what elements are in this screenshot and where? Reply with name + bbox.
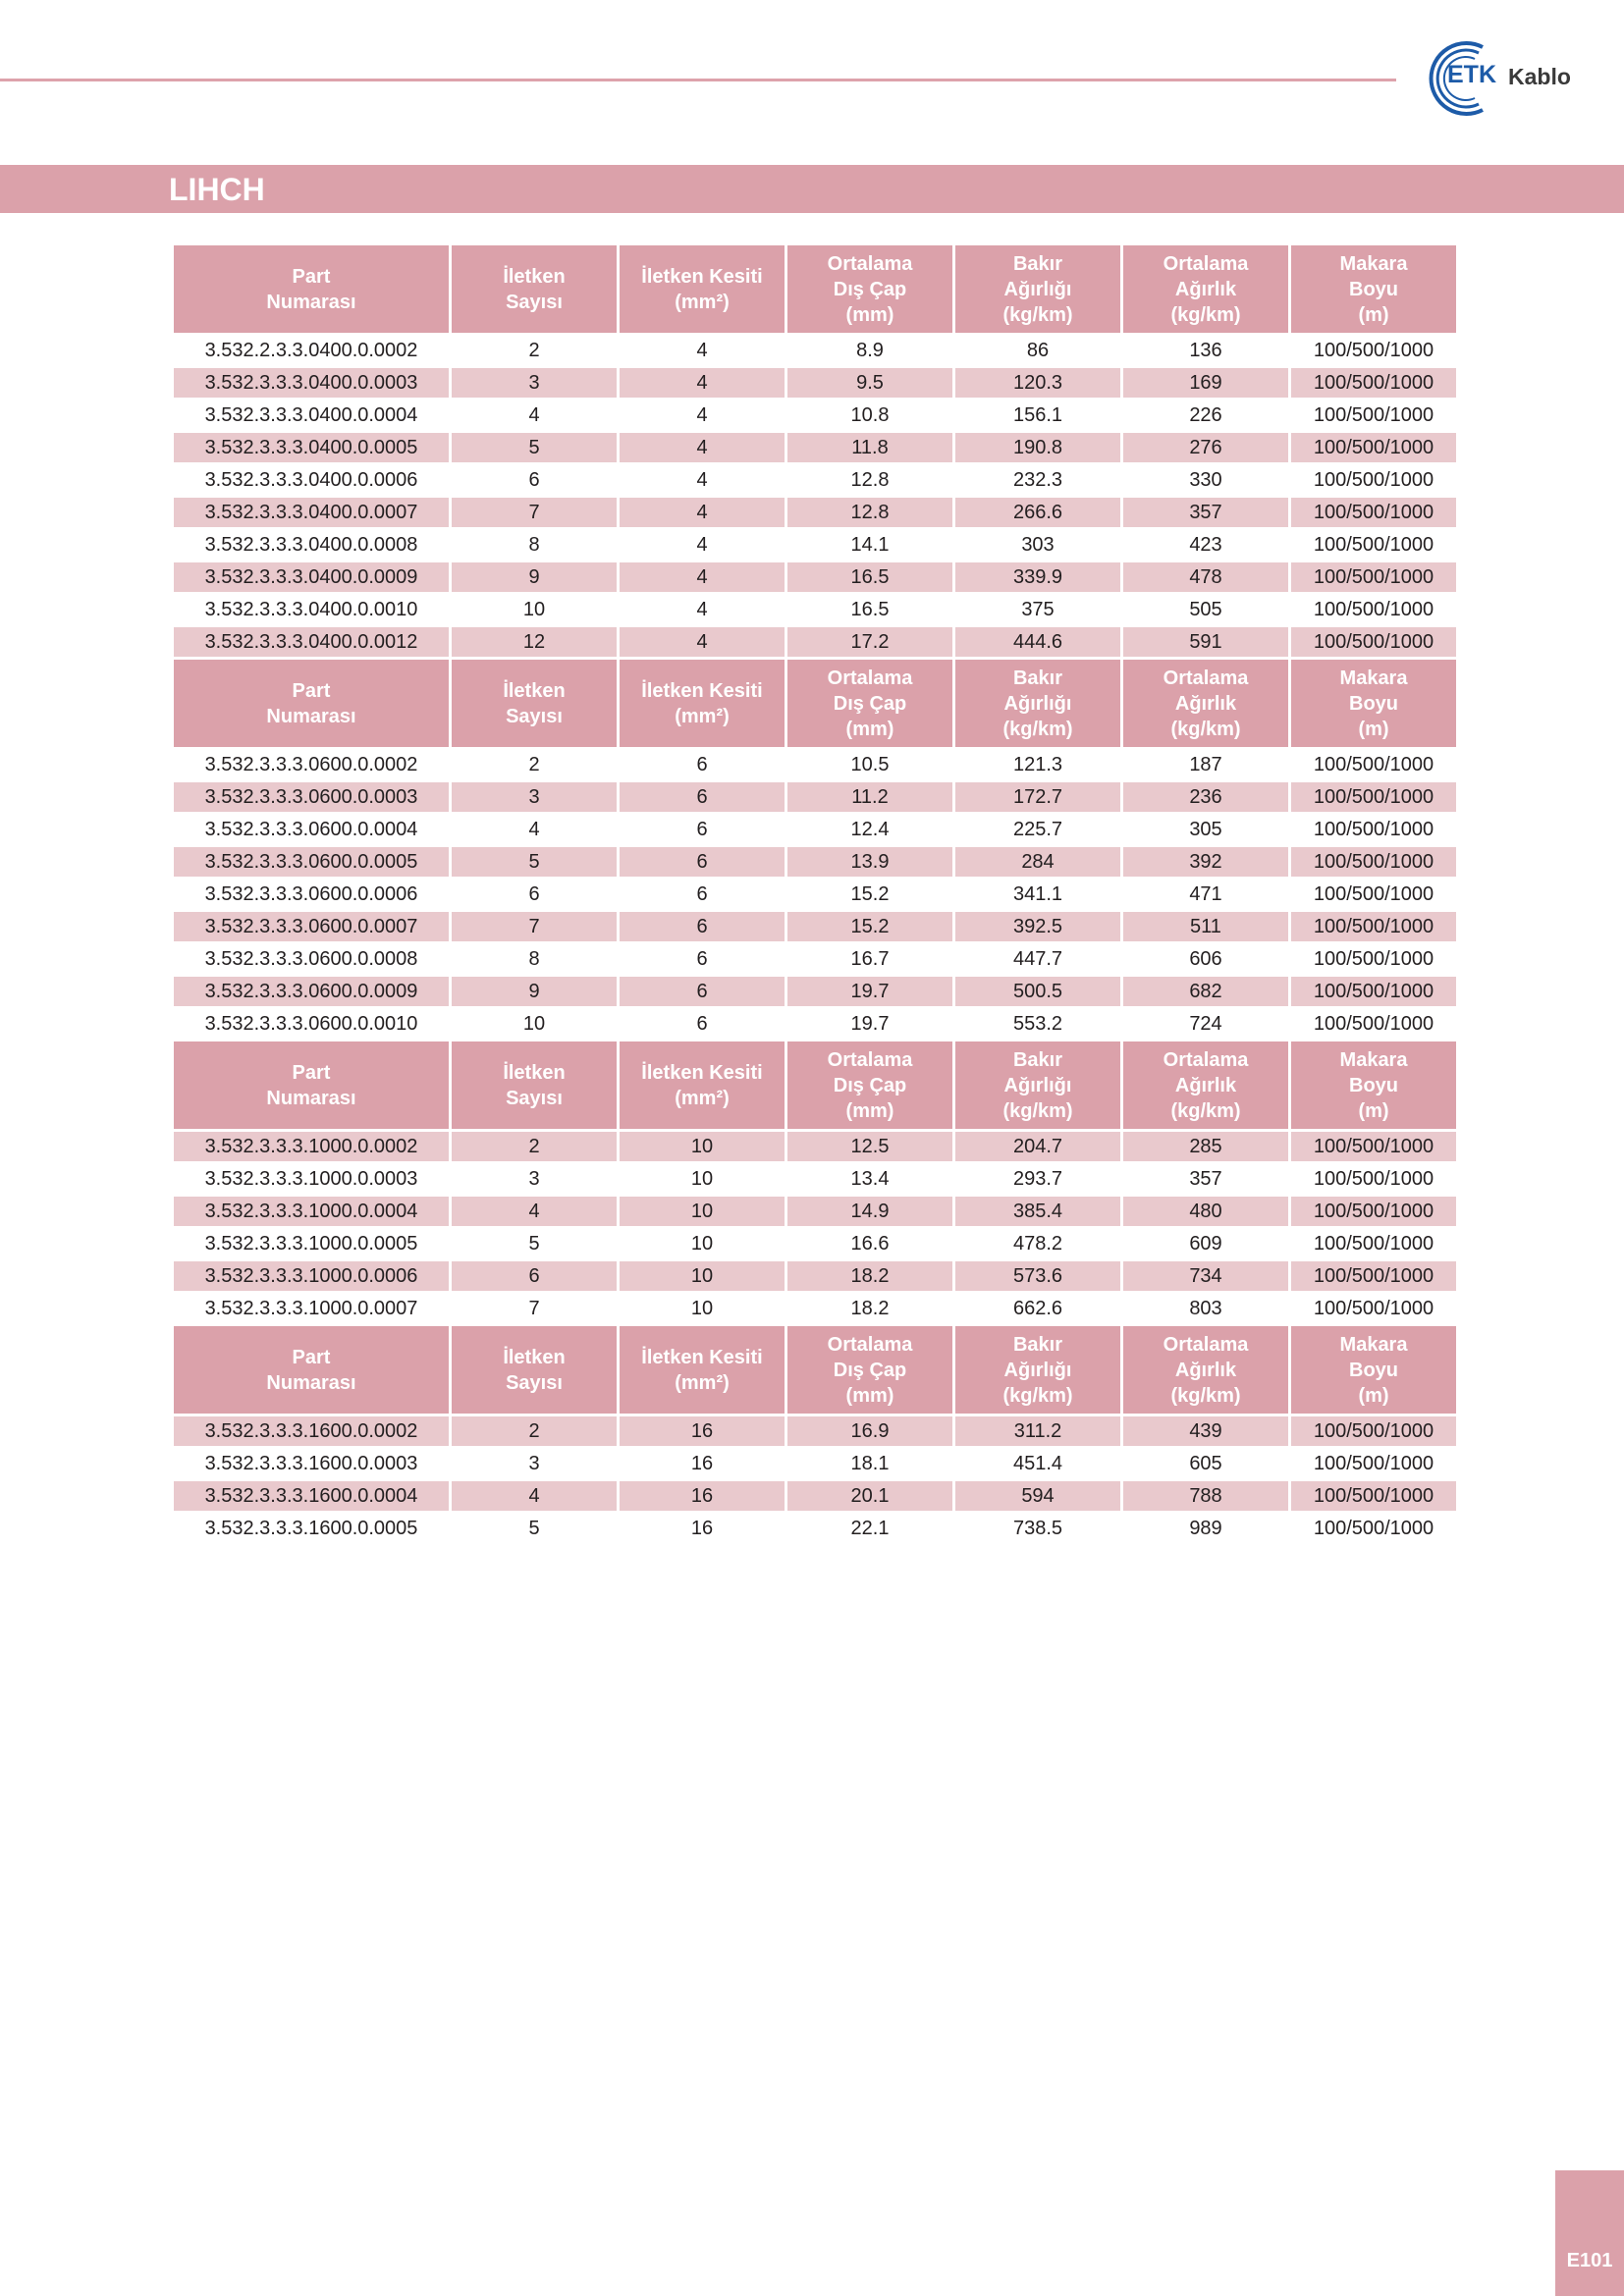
table-cell: 3.532.3.3.3.1600.0.0005 [174,1514,449,1543]
table-cell: 100/500/1000 [1291,368,1456,398]
table-cell: 339.9 [955,562,1120,592]
table-cell: 9.5 [787,368,952,398]
table-cell: 12.4 [787,815,952,844]
table-cell: 4 [620,368,785,398]
column-header: İletken Sayısı [452,660,617,747]
table-row [174,1514,1456,1543]
table-cell: 11.2 [787,782,952,812]
table-cell: 3.532.3.3.3.0400.0.0004 [174,400,449,430]
table-cell: 573.6 [955,1261,1120,1291]
column-header: İletken Kesiti (mm²) [620,1326,785,1414]
table-cell: 9 [452,562,617,592]
table-cell: 606 [1123,944,1288,974]
table-cell: 6 [452,1261,617,1291]
table-cell: 734 [1123,1261,1288,1291]
table-cell: 330 [1123,465,1288,495]
table-row [174,336,1456,365]
table-cell: 100/500/1000 [1291,1416,1456,1446]
table-cell: 19.7 [787,977,952,1006]
table-cell: 13.4 [787,1164,952,1194]
table-cell: 100/500/1000 [1291,595,1456,624]
logo-text-etk: ETK [1447,61,1496,88]
table-cell: 500.5 [955,977,1120,1006]
column-header: Bakır Ağırlığı (kg/km) [955,1041,1120,1129]
table-cell: 375 [955,595,1120,624]
table-cell: 10 [620,1294,785,1323]
table-cell: 423 [1123,530,1288,560]
table-cell: 311.2 [955,1416,1120,1446]
table-cell: 478.2 [955,1229,1120,1258]
table-row [174,595,1456,624]
table-cell: 100/500/1000 [1291,562,1456,592]
table-cell: 100/500/1000 [1291,336,1456,365]
column-header: Ortalama Dış Çap (mm) [787,1041,952,1129]
table-cell: 3 [452,1164,617,1194]
table-cell: 357 [1123,498,1288,527]
table-cell: 100/500/1000 [1291,782,1456,812]
table-cell: 392 [1123,847,1288,877]
table-row [174,977,1456,1006]
column-header: Makara Boyu (m) [1291,1326,1456,1414]
table-cell: 6 [620,750,785,779]
table-row [174,847,1456,877]
table-cell: 3.532.3.3.3.0400.0.0012 [174,627,449,657]
table-cell: 3.532.3.3.3.0600.0.0003 [174,782,449,812]
table-cell: 14.9 [787,1197,952,1226]
table-cell: 16 [620,1514,785,1543]
table-cell: 204.7 [955,1132,1120,1161]
table-cell: 480 [1123,1197,1288,1226]
table-cell: 3.532.3.3.3.0400.0.0005 [174,433,449,462]
table-cell: 3.532.3.3.3.0400.0.0003 [174,368,449,398]
table-cell: 2 [452,1132,617,1161]
table-cell: 6 [620,944,785,974]
table-cell: 17.2 [787,627,952,657]
table-row [174,530,1456,560]
table-row [174,433,1456,462]
table-cell: 7 [452,498,617,527]
table-row [174,782,1456,812]
table-cell: 4 [452,815,617,844]
table-cell: 2 [452,1416,617,1446]
table-cell: 8.9 [787,336,952,365]
table-cell: 12 [452,627,617,657]
table-cell: 226 [1123,400,1288,430]
column-header: Bakır Ağırlığı (kg/km) [955,660,1120,747]
table-cell: 3.532.2.3.3.0400.0.0002 [174,336,449,365]
table-cell: 3.532.3.3.3.1000.0.0006 [174,1261,449,1291]
table-cell: 12.8 [787,465,952,495]
table-cell: 4 [452,1197,617,1226]
table-cell: 172.7 [955,782,1120,812]
column-header: Part Numarası [174,245,449,333]
table-cell: 4 [620,465,785,495]
table-cell: 190.8 [955,433,1120,462]
column-header: Ortalama Ağırlık (kg/km) [1123,660,1288,747]
table-row [174,1132,1456,1161]
table-header-row [174,1041,1456,1129]
column-header: Makara Boyu (m) [1291,245,1456,333]
table-cell: 9 [452,977,617,1006]
table-row [174,465,1456,495]
table-cell: 6 [620,977,785,1006]
table-cell: 3.532.3.3.3.0600.0.0009 [174,977,449,1006]
table-cell: 16.5 [787,595,952,624]
table-cell: 20.1 [787,1481,952,1511]
table-cell: 12.5 [787,1132,952,1161]
table-cell: 6 [452,880,617,909]
table-cell: 15.2 [787,912,952,941]
table-row [174,1229,1456,1258]
table-cell: 511 [1123,912,1288,941]
table-cell: 10 [620,1164,785,1194]
column-header: Makara Boyu (m) [1291,1041,1456,1129]
table-cell: 3.532.3.3.3.1600.0.0004 [174,1481,449,1511]
table-cell: 12.8 [787,498,952,527]
table-cell: 3.532.3.3.3.0400.0.0008 [174,530,449,560]
table-cell: 471 [1123,880,1288,909]
table-cell: 505 [1123,595,1288,624]
table-cell: 276 [1123,433,1288,462]
table-cell: 100/500/1000 [1291,1481,1456,1511]
table-cell: 121.3 [955,750,1120,779]
table-header-row [174,245,1456,333]
table-cell: 100/500/1000 [1291,400,1456,430]
table-cell: 4 [620,336,785,365]
table-cell: 10 [452,595,617,624]
table-cell: 3 [452,1449,617,1478]
table-cell: 609 [1123,1229,1288,1258]
table-cell: 16.9 [787,1416,952,1446]
table-cell: 136 [1123,336,1288,365]
table-row [174,1009,1456,1039]
table-cell: 16 [620,1481,785,1511]
column-header: İletken Sayısı [452,1326,617,1414]
table-cell: 100/500/1000 [1291,530,1456,560]
table-cell: 478 [1123,562,1288,592]
table-cell: 439 [1123,1416,1288,1446]
table-cell: 4 [452,1481,617,1511]
table-cell: 392.5 [955,912,1120,941]
table-cell: 4 [620,627,785,657]
table-cell: 3.532.3.3.3.1000.0.0007 [174,1294,449,1323]
table-cell: 100/500/1000 [1291,1261,1456,1291]
column-header: Bakır Ağırlığı (kg/km) [955,245,1120,333]
table-cell: 4 [620,433,785,462]
table-cell: 10 [620,1229,785,1258]
table-cell: 10 [620,1197,785,1226]
table-cell: 4 [620,530,785,560]
table-row [174,1449,1456,1478]
table-cell: 10.8 [787,400,952,430]
column-header: İletken Sayısı [452,1041,617,1129]
table-cell: 305 [1123,815,1288,844]
table-cell: 18.2 [787,1294,952,1323]
table-cell: 100/500/1000 [1291,977,1456,1006]
table-cell: 236 [1123,782,1288,812]
table-row [174,1416,1456,1446]
table-cell: 6 [452,465,617,495]
table-cell: 4 [452,400,617,430]
column-header: Part Numarası [174,660,449,747]
table-cell: 16 [620,1449,785,1478]
table-cell: 16.6 [787,1229,952,1258]
table-cell: 120.3 [955,368,1120,398]
table-cell: 605 [1123,1449,1288,1478]
table-cell: 285 [1123,1132,1288,1161]
table-cell: 303 [955,530,1120,560]
column-header: İletken Sayısı [452,245,617,333]
table-cell: 4 [620,498,785,527]
table-cell: 100/500/1000 [1291,1514,1456,1543]
table-row [174,562,1456,592]
table-cell: 266.6 [955,498,1120,527]
table-cell: 2 [452,750,617,779]
table-cell: 5 [452,1229,617,1258]
table-cell: 3.532.3.3.3.0600.0.0005 [174,847,449,877]
table-cell: 225.7 [955,815,1120,844]
table-cell: 385.4 [955,1197,1120,1226]
table-cell: 100/500/1000 [1291,880,1456,909]
header-rule [0,79,1396,81]
table-cell: 662.6 [955,1294,1120,1323]
table-cell: 7 [452,1294,617,1323]
table-cell: 15.2 [787,880,952,909]
table-cell: 100/500/1000 [1291,912,1456,941]
table-cell: 341.1 [955,880,1120,909]
table-cell: 16 [620,1416,785,1446]
table-cell: 100/500/1000 [1291,1294,1456,1323]
column-header: Ortalama Dış Çap (mm) [787,245,952,333]
table-cell: 100/500/1000 [1291,1197,1456,1226]
table-cell: 4 [620,595,785,624]
table-cell: 5 [452,1514,617,1543]
table-cell: 3.532.3.3.3.0600.0.0004 [174,815,449,844]
table-cell: 3.532.3.3.3.1000.0.0002 [174,1132,449,1161]
table-cell: 989 [1123,1514,1288,1543]
cable-spec-table-body [174,245,1456,1543]
table-cell: 5 [452,433,617,462]
table-cell: 10.5 [787,750,952,779]
column-header: İletken Kesiti (mm²) [620,1041,785,1129]
table-row [174,1294,1456,1323]
column-header: Part Numarası [174,1041,449,1129]
table-cell: 86 [955,336,1120,365]
table-cell: 7 [452,912,617,941]
table-cell: 10 [620,1132,785,1161]
table-row [174,1261,1456,1291]
table-row [174,1164,1456,1194]
column-header: Part Numarası [174,1326,449,1414]
table-cell: 6 [620,880,785,909]
column-header: Makara Boyu (m) [1291,660,1456,747]
column-header: Ortalama Dış Çap (mm) [787,1326,952,1414]
table-cell: 8 [452,944,617,974]
table-cell: 6 [620,1009,785,1039]
table-row [174,1197,1456,1226]
table-cell: 5 [452,847,617,877]
table-cell: 100/500/1000 [1291,465,1456,495]
table-cell: 3.532.3.3.3.0600.0.0010 [174,1009,449,1039]
table-row [174,912,1456,941]
table-cell: 8 [452,530,617,560]
table-cell: 6 [620,782,785,812]
table-cell: 2 [452,336,617,365]
table-cell: 451.4 [955,1449,1120,1478]
table-header-row [174,1326,1456,1414]
table-cell: 293.7 [955,1164,1120,1194]
table-cell: 3.532.3.3.3.1600.0.0003 [174,1449,449,1478]
table-cell: 100/500/1000 [1291,433,1456,462]
column-header: Ortalama Ağırlık (kg/km) [1123,1326,1288,1414]
table-cell: 169 [1123,368,1288,398]
table-cell: 6 [620,912,785,941]
column-header: Ortalama Ağırlık (kg/km) [1123,245,1288,333]
table-cell: 100/500/1000 [1291,627,1456,657]
table-row [174,815,1456,844]
page-number-tab [1555,2170,1624,2296]
table-cell: 13.9 [787,847,952,877]
table-cell: 100/500/1000 [1291,1164,1456,1194]
table-cell: 3.532.3.3.3.0600.0.0006 [174,880,449,909]
table-cell: 100/500/1000 [1291,750,1456,779]
table-cell: 100/500/1000 [1291,498,1456,527]
table-cell: 3.532.3.3.3.0400.0.0006 [174,465,449,495]
page-number: E101 [1566,2250,1613,2271]
table-cell: 6 [620,815,785,844]
table-cell: 100/500/1000 [1291,1132,1456,1161]
table-cell: 3.532.3.3.3.0600.0.0007 [174,912,449,941]
table-cell: 357 [1123,1164,1288,1194]
table-cell: 4 [620,562,785,592]
table-cell: 10 [620,1261,785,1291]
table-cell: 3 [452,368,617,398]
table-cell: 16.5 [787,562,952,592]
table-cell: 100/500/1000 [1291,1009,1456,1039]
table-cell: 156.1 [955,400,1120,430]
table-cell: 591 [1123,627,1288,657]
table-cell: 100/500/1000 [1291,1449,1456,1478]
table-cell: 4 [620,400,785,430]
table-cell: 3 [452,782,617,812]
table-cell: 14.1 [787,530,952,560]
table-cell: 232.3 [955,465,1120,495]
table-cell: 18.1 [787,1449,952,1478]
table-cell: 3.532.3.3.3.1000.0.0004 [174,1197,449,1226]
logo-text-kablo: Kablo [1508,64,1571,89]
table-cell: 3.532.3.3.3.1000.0.0003 [174,1164,449,1194]
table-cell: 803 [1123,1294,1288,1323]
table-cell: 19.7 [787,1009,952,1039]
table-row [174,498,1456,527]
cable-spec-table [171,242,1459,1546]
table-row [174,1481,1456,1511]
column-header: Ortalama Dış Çap (mm) [787,660,952,747]
table-row [174,880,1456,909]
table-cell: 16.7 [787,944,952,974]
table-header-row [174,660,1456,747]
table-cell: 100/500/1000 [1291,944,1456,974]
table-cell: 3.532.3.3.3.1000.0.0005 [174,1229,449,1258]
table-cell: 10 [452,1009,617,1039]
table-cell: 553.2 [955,1009,1120,1039]
table-row [174,750,1456,779]
table-cell: 22.1 [787,1514,952,1543]
table-cell: 3.532.3.3.3.0400.0.0007 [174,498,449,527]
table-cell: 444.6 [955,627,1120,657]
table-cell: 447.7 [955,944,1120,974]
table-cell: 3.532.3.3.3.0600.0.0008 [174,944,449,974]
table-cell: 18.2 [787,1261,952,1291]
table-cell: 594 [955,1481,1120,1511]
table-cell: 6 [620,847,785,877]
column-header: İletken Kesiti (mm²) [620,660,785,747]
table-cell: 738.5 [955,1514,1120,1543]
table-cell: 284 [955,847,1120,877]
table-cell: 682 [1123,977,1288,1006]
column-header: İletken Kesiti (mm²) [620,245,785,333]
column-header: Ortalama Ağırlık (kg/km) [1123,1041,1288,1129]
table-cell: 3.532.3.3.3.0400.0.0009 [174,562,449,592]
table-cell: 724 [1123,1009,1288,1039]
table-cell: 100/500/1000 [1291,847,1456,877]
table-cell: 11.8 [787,433,952,462]
table-row [174,400,1456,430]
column-header: Bakır Ağırlığı (kg/km) [955,1326,1120,1414]
table-cell: 100/500/1000 [1291,815,1456,844]
table-cell: 100/500/1000 [1291,1229,1456,1258]
table-cell: 3.532.3.3.3.0600.0.0002 [174,750,449,779]
table-cell: 3.532.3.3.3.1600.0.0002 [174,1416,449,1446]
table-row [174,368,1456,398]
table-cell: 187 [1123,750,1288,779]
page-title: LIHCH [169,172,265,207]
table-cell: 788 [1123,1481,1288,1511]
table-row [174,627,1456,657]
table-row [174,944,1456,974]
table-cell: 3.532.3.3.3.0400.0.0010 [174,595,449,624]
